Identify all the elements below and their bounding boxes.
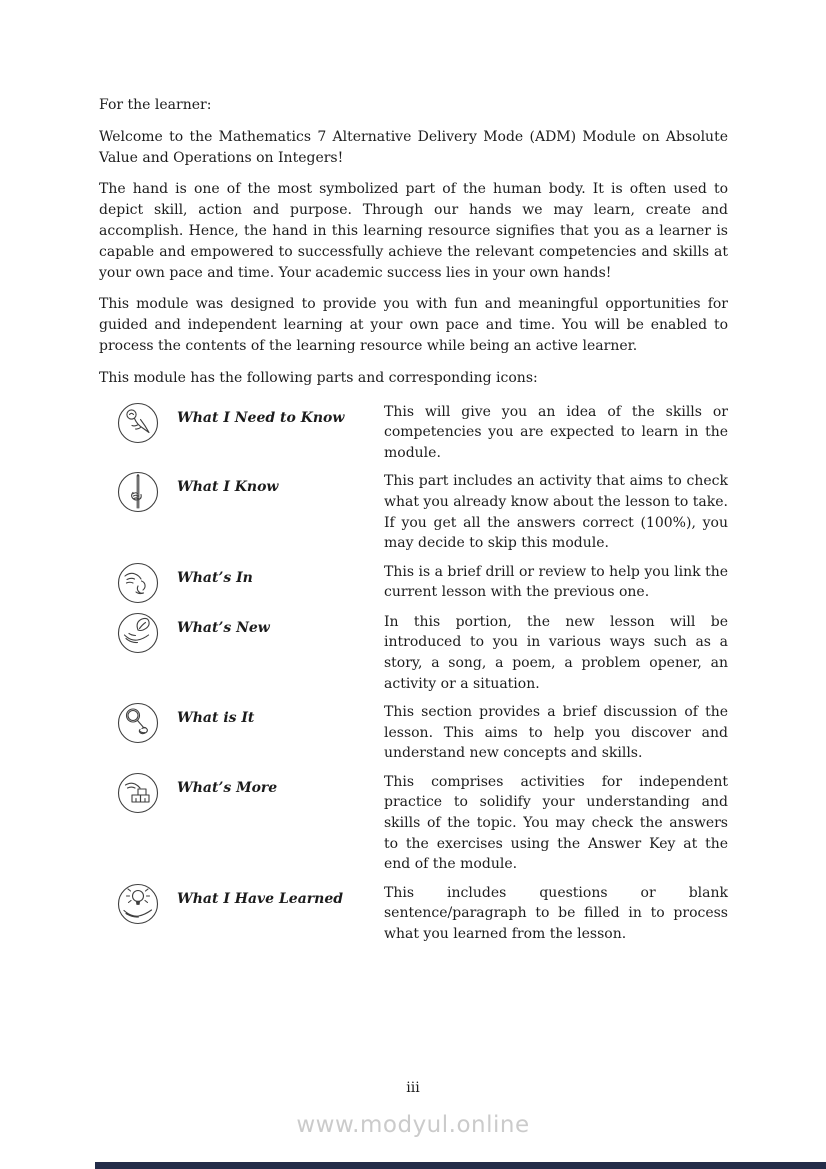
section-description: This is a brief drill or review to help you link the current lesson with the previous one. [384, 563, 728, 601]
page-body [99, 95, 728, 953]
hand-pencil-icon [117, 471, 177, 513]
hand-bulb-icon [117, 883, 177, 925]
bottom-bar [95, 1162, 826, 1169]
section-description: This includes questions or blank sentence/paragraph to be filled in to process what you learned from the lesson. [384, 884, 728, 943]
section-description: This part includes an activity that aims to check what you already know about the lesson to take. If you get all the answers correct (100%), you may decide to skip this module. [384, 473, 728, 552]
icon-guide-row [99, 883, 728, 945]
module-design-paragraph: This module was designed to provide you with fun and meaningful opportunities for guided and independent learning at your own pace and time. You will be enabled to process the contents of the learning resource while being an active learner. [99, 296, 728, 354]
icon-guide-row [99, 702, 728, 764]
icon-guide-row [99, 402, 728, 464]
section-description: This section provides a brief discussion of the lesson. This aims to help you discover and understand new concepts and skills. [384, 704, 728, 762]
hand-blocks-icon [117, 772, 177, 814]
icon-guide-row [99, 471, 728, 553]
watermark: www.modyul.online [296, 1112, 530, 1138]
parts-lead-in: This module has the following parts and corresponding icons: [99, 369, 538, 386]
hand-link-icon [117, 562, 177, 604]
icon-guide-table [99, 402, 728, 945]
section-description: This comprises activities for independent practice to solidify your understanding and skills of the topic. You may check the answers to the exercises using the Answer Key at the end of the module. [384, 773, 728, 873]
icon-guide-row [99, 562, 728, 604]
section-label: What I Have Learned [177, 890, 344, 907]
hand-symbol-paragraph: The hand is one of the most symbolized part of the human body. It is often used to depict skill, action and purpose. Through our hands we may learn, create and accomplish. Hence, the hand in this learning resource signifies that you as a learner is capable and empowered to successfully achieve the relevant competencies and skills at your own pace and time. Your academic success lies in your own hands! [99, 181, 728, 281]
section-description: This will give you an idea of the skills or competencies you are expected to learn in the module. [384, 403, 728, 461]
section-label: What’s More [177, 779, 278, 796]
welcome-paragraph: Welcome to the Mathematics 7 Alternative Delivery Mode (ADM) Module on Absolute Value and Operations on Integers! [99, 128, 728, 166]
hand-magnifier-icon [117, 702, 177, 744]
section-label: What’s New [177, 619, 270, 636]
section-label: What is It [177, 710, 255, 727]
salutation: For the learner: [99, 97, 212, 113]
hand-leaf-icon [117, 612, 177, 654]
page-number: iii [406, 1080, 420, 1096]
icon-guide-row [99, 612, 728, 694]
icon-guide-row [99, 772, 728, 875]
hand-touch-icon [117, 402, 177, 444]
section-label: What’s In [177, 569, 253, 586]
section-label: What I Need to Know [177, 409, 345, 426]
section-description: In this portion, the new lesson will be introduced to you in various ways such as a story, a song, a poem, a problem opener, an activity or a situation. [384, 613, 728, 692]
section-label: What I Know [177, 479, 279, 496]
